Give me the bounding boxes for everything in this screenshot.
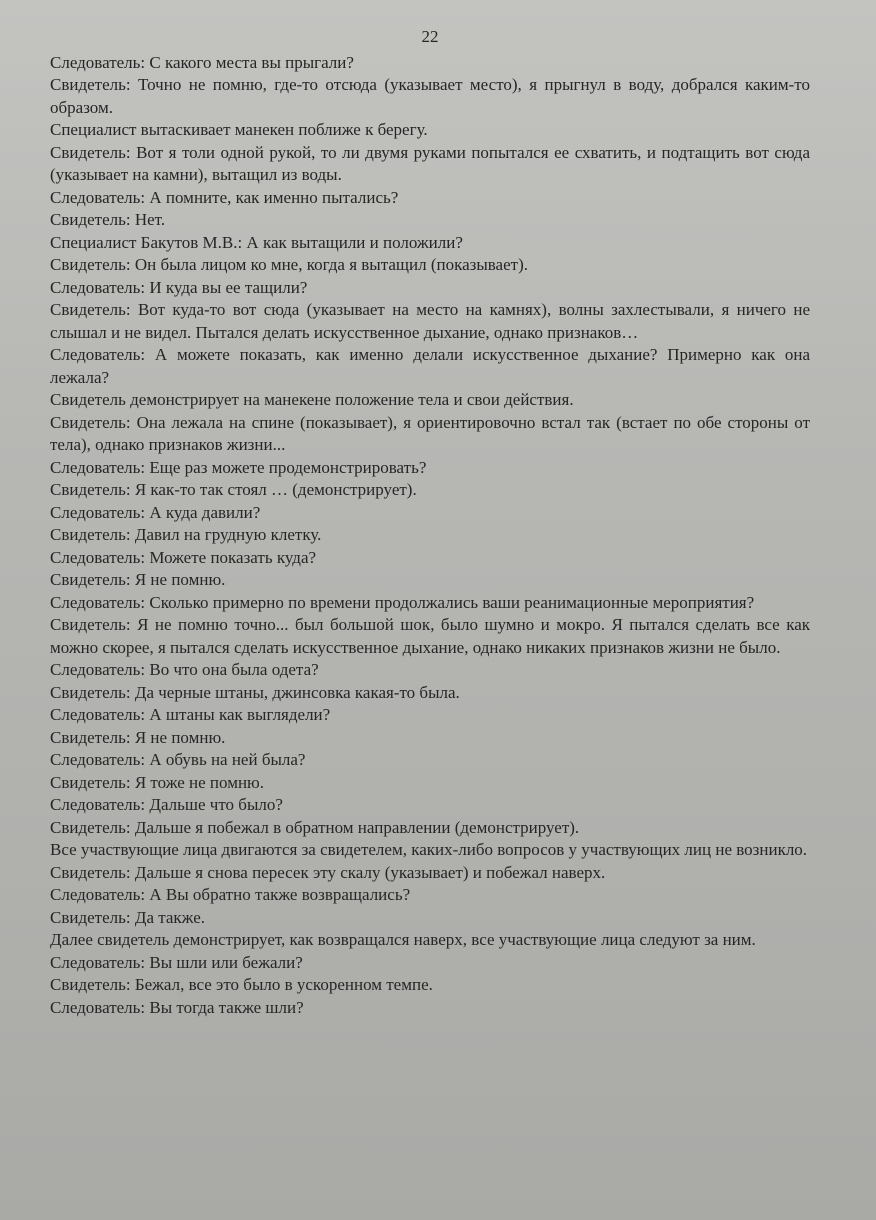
paragraph: Свидетель: Да также. <box>50 907 205 927</box>
paragraph: Все участвующие лица двигаются за свидетелем, каких-либо вопросов у участвующих лиц не возникло. <box>50 840 808 859</box>
paragraph: Далее свидетель демонстрирует, как возвращался наверх, все участвующие лица следуют за ним. <box>50 930 756 949</box>
paragraph: Свидетель: Я не помню. <box>50 570 226 589</box>
paragraph: Свидетель: Я тоже не помню. <box>50 772 265 792</box>
paragraph: Свидетель: Дальше я снова пересек эту скалу (указывает) и побежал наверх. <box>50 862 606 882</box>
paragraph: Следователь: Сколько примерно по времени продолжались ваши реанимационные мероприятия? <box>50 592 755 612</box>
paragraph: Свидетель: Нет. <box>50 210 166 229</box>
paragraph: Свидетель: Вот я толи одной рукой, то ли двумя руками попытался ее схватить, и подтащить вот сюда (указывает на камни), вытащил из воды. <box>50 142 810 184</box>
paragraph: Следователь: А можете показать, как именно делали искусственное дыхание? Примерно как она лежала? <box>50 345 810 387</box>
paragraph: Следователь: Еще раз можете продемонстрировать? <box>50 457 427 477</box>
paragraph: Свидетель: Давил на грудную клетку. <box>50 525 322 544</box>
paragraph: Следователь: А Вы обратно также возвращались? <box>50 885 411 904</box>
transcript-body <box>50 52 810 1020</box>
paragraph: Свидетель: Точно не помню, где-то отсюда (указывает место), я прыгнул в воду, добрался каким-то образом. <box>50 75 810 117</box>
paragraph: Следователь: А обувь на ней была? <box>50 750 306 769</box>
paragraph: Следователь: А куда давили? <box>50 502 261 522</box>
paragraph: Специалист вытаскивает манекен поближе к берегу. <box>50 120 428 139</box>
paragraph: Следователь: Вы тогда также шли? <box>50 997 304 1017</box>
paragraph: Свидетель: Я не помню точно... был большой шок, было шумно и мокро. Я пытался сделать все как можно скорее, я пытался сделать искусственное дыхание, однако никаких признаков жизни не было. <box>50 615 810 657</box>
paragraph: Свидетель: Она лежала на спине (показывает), я ориентировочно встал так (встает по обе стороны от тела), однако признаков жизни... <box>50 412 810 454</box>
paragraph: Свидетель: Дальше я побежал в обратном направлении (демонстрирует). <box>50 817 580 837</box>
paragraph: Следователь: Можете показать куда? <box>50 547 317 567</box>
paragraph: Свидетель: Да черные штаны, джинсовка какая-то была. <box>50 682 460 702</box>
paragraph: Следователь: А помните, как именно пытались? <box>50 187 399 207</box>
paragraph: Следователь: Дальше что было? <box>50 795 283 814</box>
paragraph: Свидетель демонстрирует на манекене положение тела и свои действия. <box>50 390 574 409</box>
paragraph: Следователь: И куда вы ее тащили? <box>50 277 308 297</box>
page-number: 22 <box>421 27 439 46</box>
paragraph: Следователь: Во что она была одета? <box>50 660 319 679</box>
paragraph: Свидетель: Бежал, все это было в ускоренном темпе. <box>50 975 433 994</box>
paragraph: Специалист Бакутов М.В.: А как вытащили и положили? <box>50 232 463 252</box>
paragraph: Следователь: А штаны как выглядели? <box>50 705 331 724</box>
paragraph: Свидетель: Я как-то так стоял … (демонстрирует). <box>50 480 417 499</box>
paragraph: Свидетель: Вот куда-то вот сюда (указывает на место на камнях), волны захлестывали, я ничего не слышал и не видел. Пытался делать искусственное дыхание, однако признаков… <box>50 300 810 342</box>
paragraph: Следователь: С какого места вы прыгали? <box>50 52 354 72</box>
paragraph: Свидетель: Я не помню. <box>50 727 226 747</box>
paragraph: Следователь: Вы шли или бежали? <box>50 952 303 972</box>
paragraph: Свидетель: Он была лицом ко мне, когда я вытащил (показывает). <box>50 255 528 274</box>
